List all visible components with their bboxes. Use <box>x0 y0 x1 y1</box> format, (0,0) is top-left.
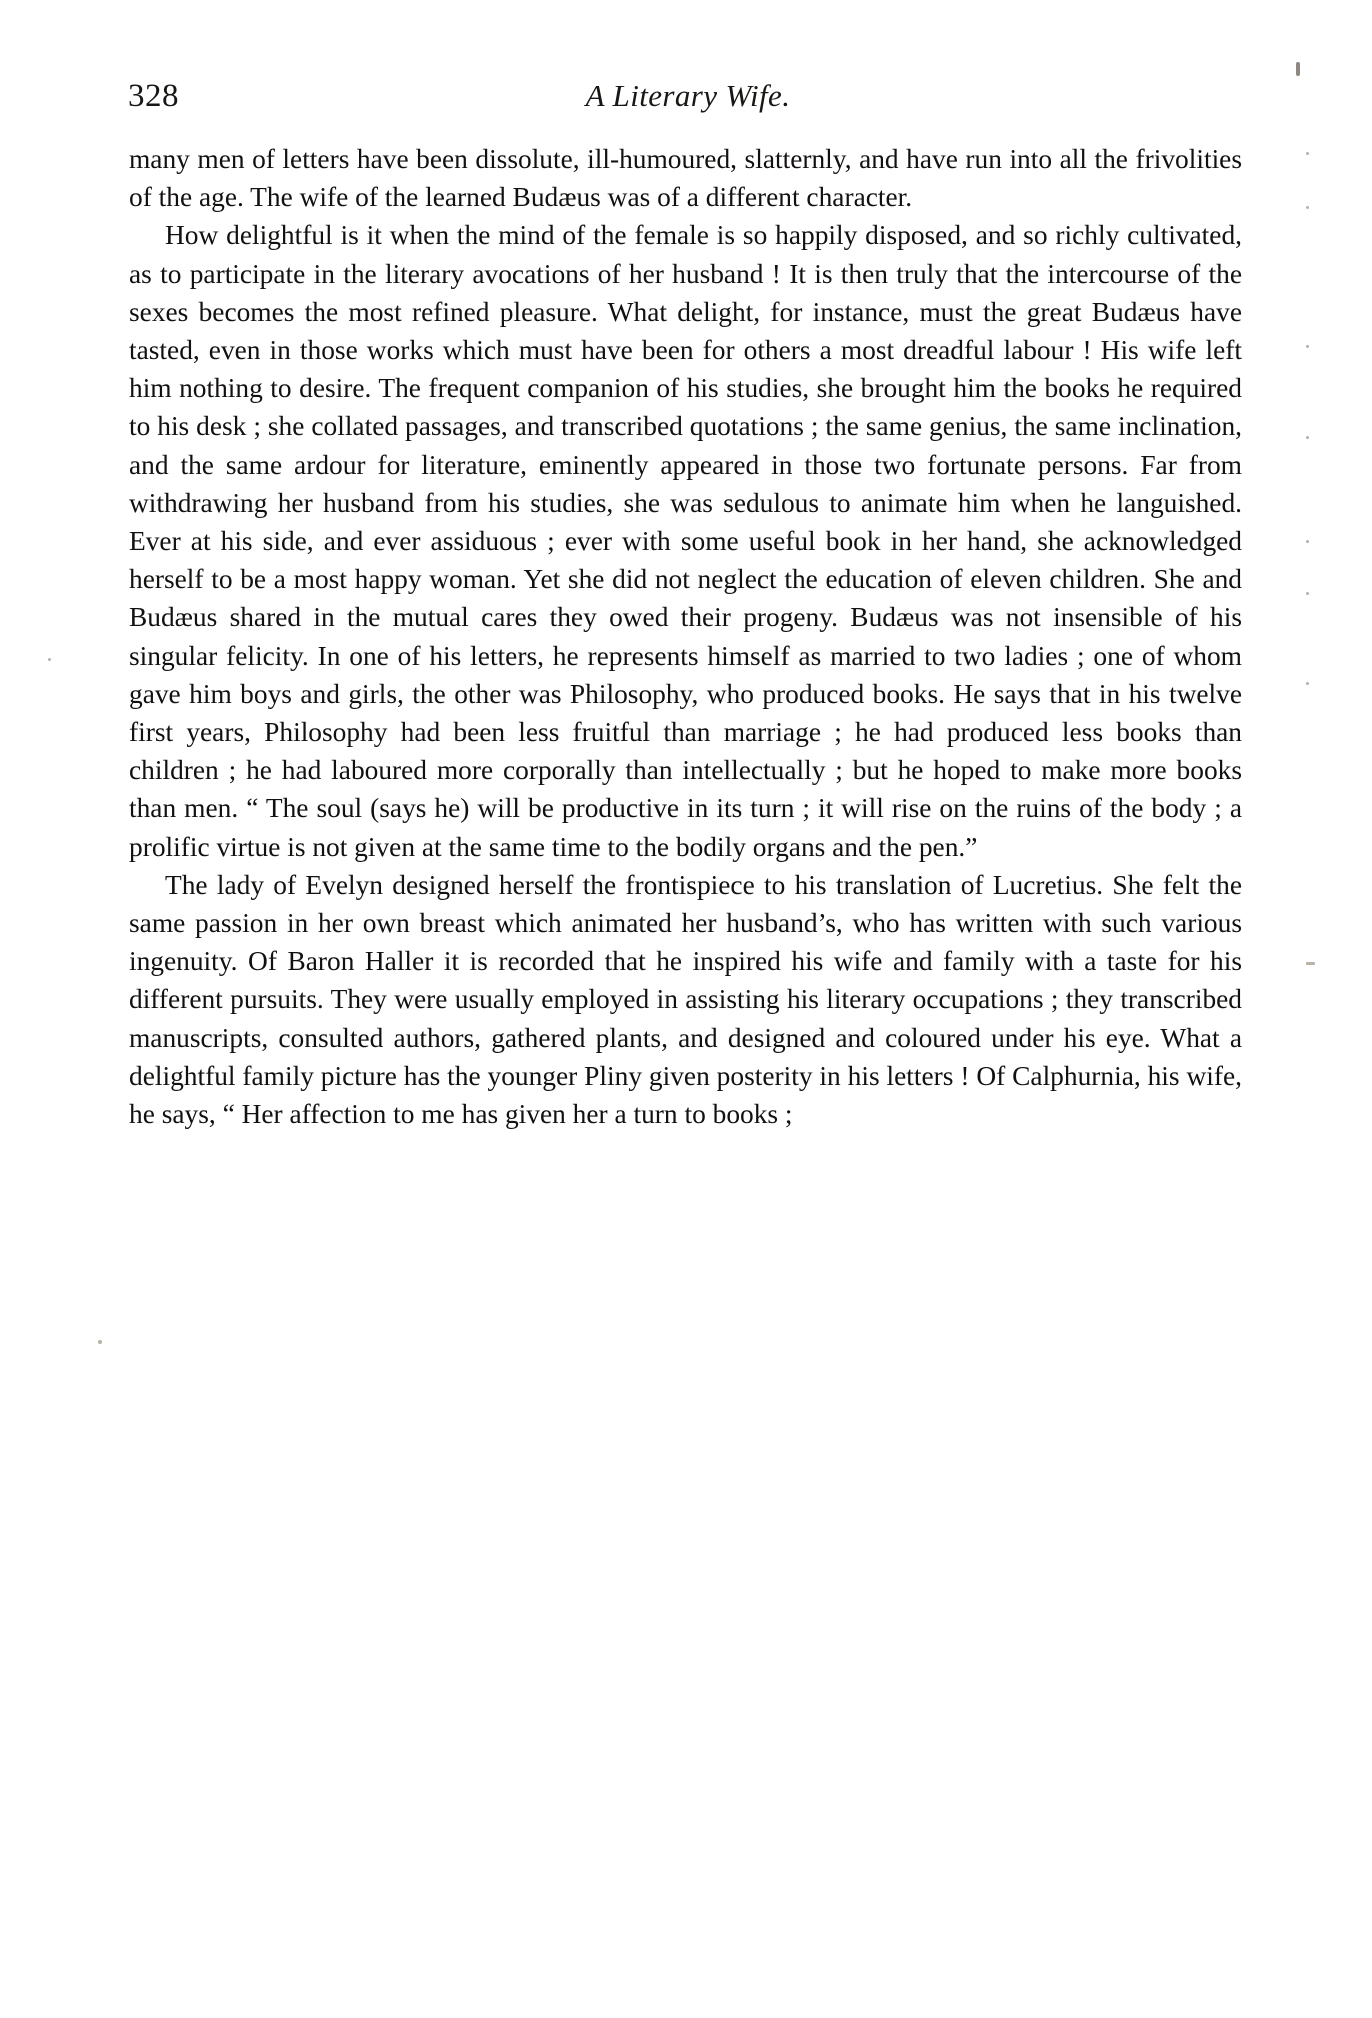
scan-speck-icon <box>1306 206 1309 209</box>
page-body <box>129 140 1242 1133</box>
running-title: A Literary Wife. <box>585 78 791 113</box>
scan-speck-icon <box>1306 345 1309 348</box>
paragraph: many men of letters have been dissolute, ill-humoured, slatternly, and have run into all the frivolities of the age. The wife of the learned Budæus was of a different character. <box>129 144 1242 213</box>
scan-speck-icon <box>1306 436 1309 439</box>
scan-speck-icon <box>1306 540 1309 543</box>
paragraph: The lady of Evelyn designed herself the frontispiece to his translation of Lucretius. She felt the same passion in her own breast which animated her husband’s, who has written with such various ingenuity. Of Baron Haller it is recorded that he inspired his wife and family with a taste for his different pursuits. They were usually employed in assisting his literary occupations ; they transcribed manuscripts, consulted authors, gathered plants, and designed and coloured under his eye. What a delightful family picture has the younger Pliny given posterity in his letters ! Of Calphurnia, his wife, he says, “ Her affection to me has given her a turn to books ; <box>129 869 1242 1130</box>
page-number: 328 <box>128 78 179 114</box>
scan-speck-icon <box>98 1340 102 1344</box>
paragraph: How delightful is it when the mind of the female is so happily disposed, and so richly cultivated, as to participate in the literary avocations of her husband ! It is then truly that the intercourse of the sexes becomes the most refined pleasure. What delight, for instance, must the great Budæus have tasted, even in those works which must have been for others a most dreadful labour ! His wife left him nothing to desire. The frequent companion of his studies, she brought him the books he required to his desk ; she collated passages, and transcribed quotations ; the same genius, the same inclination, and the same ardour for literature, eminently appeared in those two fortunate persons. Far from withdrawing her husband from his studies, she was sedulous to animate him when he languished. Ever at his side, and ever assiduous ; ever with some useful book in her hand, she acknowledged herself to be a most happy woman. Yet she did not neglect the education of eleven children. She and Budæus shared in the mutual cares they owed their progeny. Budæus was not insensible of his singular felicity. In one of his letters, he represents himself as married to two ladies ; one of whom gave him boys and girls, the other was Philosophy, who produced books. He says that in his twelve first years, Philosophy had been less fruitful than marriage ; he had produced less books than children ; he had laboured more corporally than intellectually ; but he hoped to make more books than men. “ The soul (says he) will be productive in its turn ; it will rise on the ruins of the body ; a prolific virtue is not given at the same time to the bodily organs and the pen.” <box>129 220 1242 862</box>
scan-speck-icon <box>1306 152 1309 155</box>
scan-speck-icon <box>1306 962 1315 965</box>
page-header <box>128 78 1248 124</box>
scan-speck-icon <box>1296 62 1300 76</box>
scan-speck-icon <box>48 658 51 661</box>
scan-speck-icon <box>1306 592 1309 595</box>
scan-speck-icon <box>1306 682 1309 685</box>
